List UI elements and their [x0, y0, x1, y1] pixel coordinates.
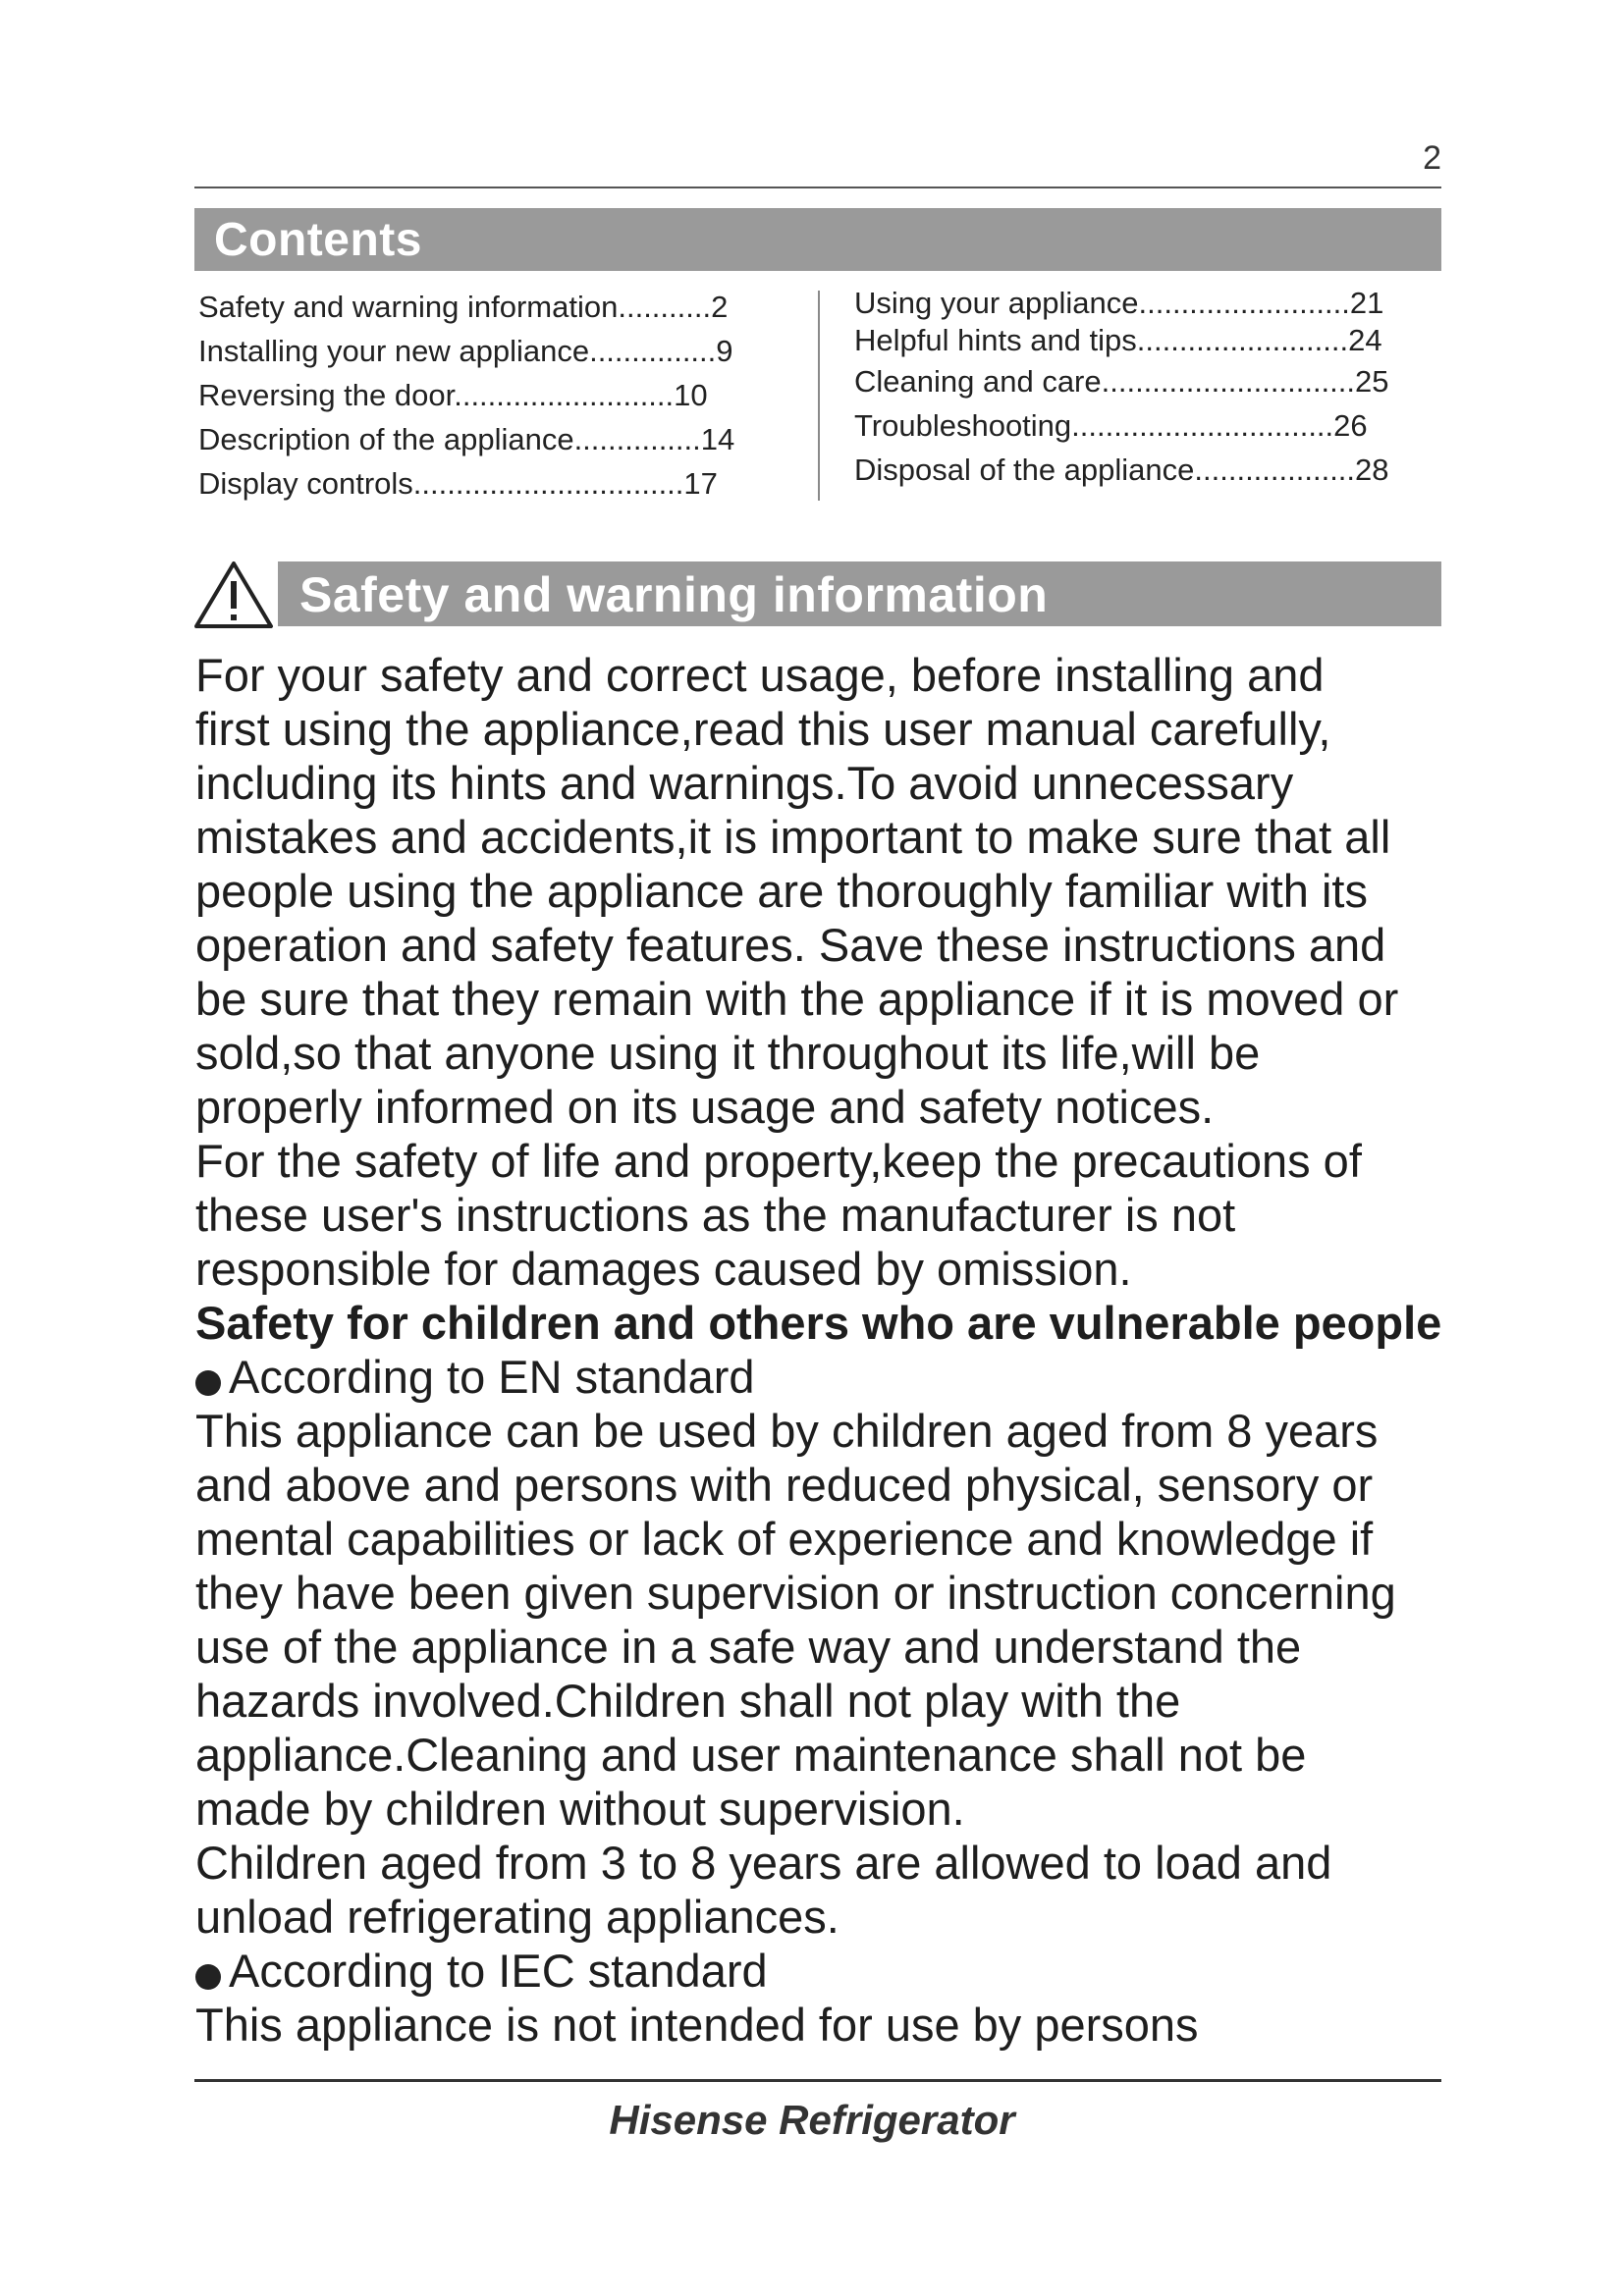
- children-load-paragraph: [195, 1836, 1511, 1944]
- toc-entry[interactable]: Safety and warning information...........2: [198, 290, 729, 324]
- iec-paragraph: [195, 1998, 1511, 2052]
- text-line: This appliance is not intended for use by persons: [195, 1999, 1199, 2051]
- warning-triangle-icon: [192, 560, 275, 630]
- text-line: people using the appliance are thoroughly familiar with its: [195, 865, 1368, 917]
- text-line: mistakes and accidents,it is important to make sure that all: [195, 811, 1391, 863]
- toc-divider: [818, 291, 820, 501]
- toc-entry[interactable]: Using your appliance.........................21: [854, 286, 1384, 320]
- toc-entry[interactable]: Disposal of the appliance...................28: [854, 453, 1389, 487]
- toc-entry[interactable]: Cleaning and care..............................25: [854, 364, 1389, 399]
- text-line: be sure that they remain with the appliance if it is moved or: [195, 973, 1399, 1025]
- text-line: Children aged from 3 to 8 years are allowed to load and: [195, 1837, 1332, 1889]
- toc-left-column: [198, 285, 787, 506]
- toc-entry[interactable]: Troubleshooting...............................26: [854, 408, 1368, 443]
- safety-header: [278, 561, 1441, 626]
- toc-entry[interactable]: Reversing the door..........................10: [198, 378, 708, 412]
- safety-title: Safety and warning information: [299, 567, 1049, 622]
- bullet-en-standard: [195, 1350, 1511, 1404]
- text-line: For your safety and correct usage, before installing and: [195, 649, 1325, 701]
- bullet-label: According to EN standard: [229, 1351, 755, 1403]
- text-line: first using the appliance,read this user manual carefully,: [195, 703, 1331, 755]
- bullet-icon: [195, 1370, 221, 1396]
- safety-body: [195, 648, 1511, 2052]
- bullet-iec-standard: [195, 1944, 1511, 1998]
- text-line: including its hints and warnings.To avoid unnecessary: [195, 757, 1294, 809]
- property-paragraph: [195, 1134, 1511, 1296]
- bottom-rule: [194, 2079, 1441, 2082]
- children-heading: Safety for children and others who are vulnerable people: [195, 1297, 1442, 1349]
- bullet-label: According to IEC standard: [229, 1945, 768, 1997]
- toc-entry[interactable]: Description of the appliance...............14: [198, 422, 735, 456]
- text-line: For the safety of life and property,keep the precautions of: [195, 1135, 1362, 1187]
- footer-brand: Hisense Refrigerator: [609, 2097, 1015, 2143]
- contents-header: [194, 208, 1441, 271]
- toc-entry[interactable]: Display controls................................17: [198, 466, 718, 501]
- toc-right-column: [854, 285, 1443, 492]
- text-line: hazards involved.Children shall not play with the: [195, 1675, 1181, 1727]
- text-line: made by children without supervision.: [195, 1783, 965, 1835]
- text-line: operation and safety features. Save these instructions and: [195, 919, 1386, 971]
- text-line: responsible for damages caused by omission.: [195, 1243, 1132, 1295]
- page-number: 2: [1423, 139, 1441, 177]
- top-rule: [194, 187, 1441, 188]
- text-line: these user's instructions as the manufacturer is not: [195, 1189, 1236, 1241]
- contents-title: Contents: [214, 214, 422, 266]
- toc-entry[interactable]: Installing your new appliance...............9: [198, 334, 733, 368]
- intro-paragraph: [195, 648, 1511, 1134]
- text-line: unload refrigerating appliances.: [195, 1891, 839, 1943]
- text-line: they have been given supervision or instruction concerning: [195, 1567, 1396, 1619]
- text-line: sold,so that anyone using it throughout its life,will be: [195, 1027, 1261, 1079]
- text-line: properly informed on its usage and safety notices.: [195, 1081, 1215, 1133]
- text-line: This appliance can be used by children aged from 8 years: [195, 1405, 1379, 1457]
- en-paragraph: [195, 1404, 1511, 1836]
- text-line: use of the appliance in a safe way and understand the: [195, 1621, 1302, 1673]
- text-line: appliance.Cleaning and user maintenance shall not be: [195, 1729, 1307, 1781]
- toc-entry[interactable]: Helpful hints and tips.........................24: [854, 323, 1382, 357]
- bullet-icon: [195, 1964, 221, 1990]
- text-line: and above and persons with reduced physical, sensory or: [195, 1459, 1374, 1511]
- text-line: mental capabilities or lack of experience and knowledge if: [195, 1513, 1374, 1565]
